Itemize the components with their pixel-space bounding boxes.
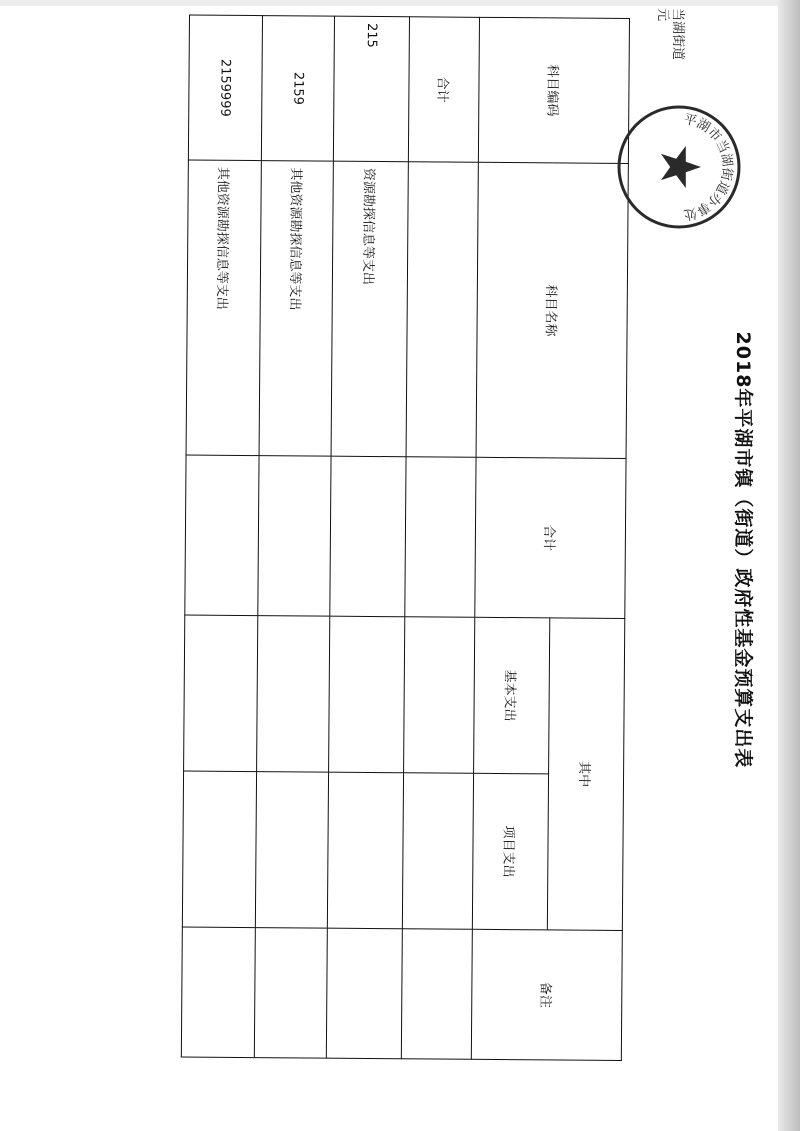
row-project [182, 771, 256, 928]
row-name: 资源勘探信息等支出 [331, 161, 408, 457]
row-code: 2159999 [188, 15, 262, 161]
row-remark [401, 929, 472, 1060]
row-remark [326, 928, 402, 1059]
seal-graphic [615, 103, 743, 231]
row-basic [404, 617, 475, 774]
unit-label [655, 8, 685, 60]
budget-table [181, 15, 630, 1061]
header-remark: 备注 [471, 929, 622, 1060]
table-row [326, 16, 409, 1059]
row-remark [254, 928, 327, 1059]
row-project [402, 773, 473, 930]
row-project [255, 772, 328, 929]
header-total: 合计 [475, 457, 626, 618]
row-name: 其他资源勘探信息等支出 [259, 161, 333, 457]
row-basic [257, 616, 330, 773]
row-total [185, 455, 259, 616]
table-row [181, 15, 262, 1058]
header-of-which: 其中 [547, 618, 624, 931]
table-row [401, 17, 479, 1060]
unit-suffix: 元 [655, 8, 670, 22]
row-basic [184, 615, 258, 772]
row-total [330, 456, 406, 617]
row-name: 其他资源勘探信息等支出 [186, 160, 261, 456]
seal-text: 平湖市当湖街道办事处 [682, 112, 735, 222]
header-project: 项目支出 [472, 773, 548, 930]
header-basic: 基本支出 [474, 617, 550, 774]
official-seal [615, 103, 743, 231]
document-title: 2018年平湖市镇（街道）政府性基金预算支出表 [732, 331, 754, 769]
row-code: 215 [333, 16, 409, 162]
row-code: 合计 [408, 17, 479, 163]
row-total [405, 457, 476, 618]
seal-star-icon [661, 146, 701, 188]
header-code: 科目编码 [478, 17, 629, 163]
header-name: 科目名称 [476, 162, 628, 458]
row-remark [181, 927, 255, 1058]
row-code: 2159 [261, 16, 334, 162]
row-basic [329, 616, 405, 773]
row-name [406, 162, 478, 458]
row-project [327, 772, 403, 929]
row-total [258, 456, 331, 617]
table-row [254, 16, 334, 1059]
unit-prefix: 当湖街道 [670, 8, 685, 61]
